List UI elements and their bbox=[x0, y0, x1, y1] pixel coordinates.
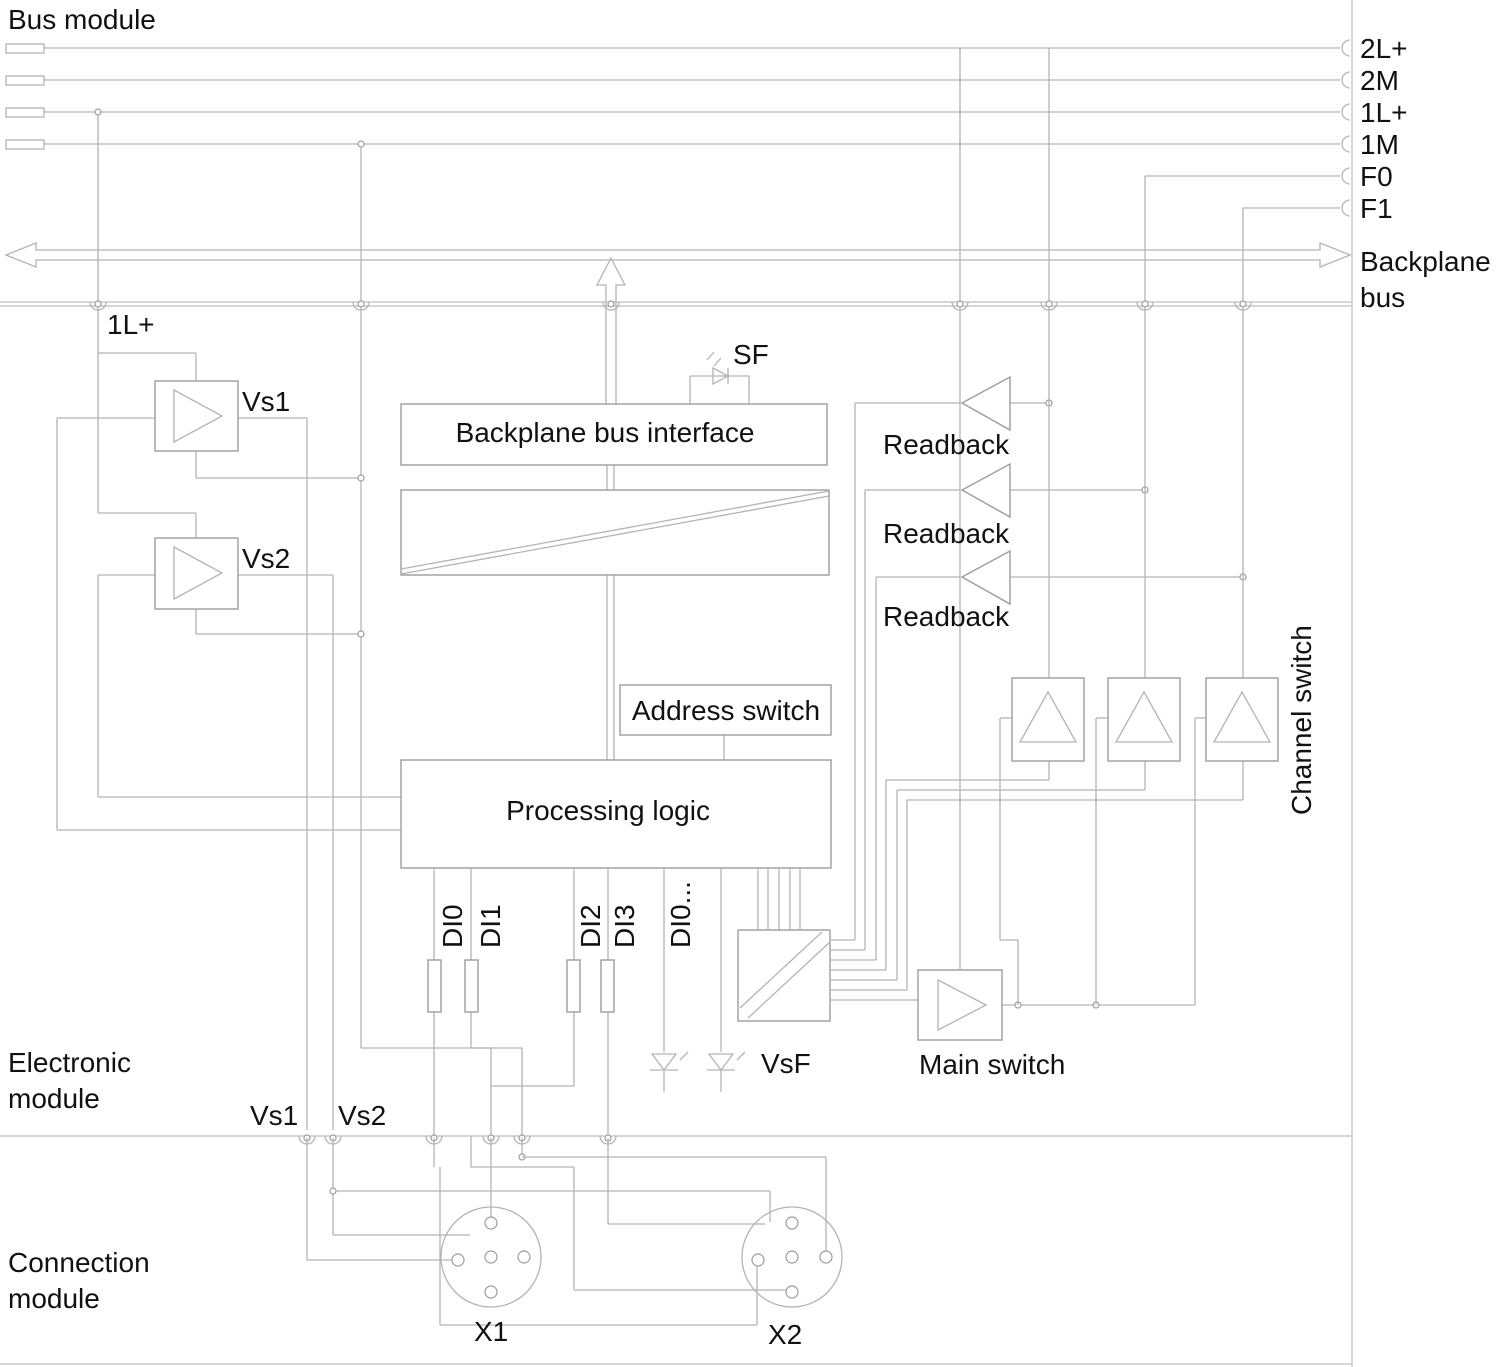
backplane-bus-label-2: bus bbox=[1360, 282, 1406, 313]
address-switch-label: Address switch bbox=[631, 695, 821, 726]
vs2-label: Vs2 bbox=[242, 543, 291, 574]
input-label-di2: DI2 bbox=[575, 904, 606, 948]
sf-label: SF bbox=[733, 339, 769, 370]
channel-switch-blocks bbox=[1012, 678, 1278, 761]
vsf-label: VsF bbox=[761, 1048, 811, 1079]
backplane-bus-label: Backplane bbox=[1360, 246, 1491, 277]
processing-logic-label: Processing logic bbox=[506, 795, 710, 826]
input-label-di3: DI3 bbox=[609, 904, 640, 948]
sf-led-icon bbox=[707, 352, 728, 384]
region-label-bus-module: Bus module bbox=[8, 4, 156, 35]
readback-amplifiers bbox=[962, 377, 1010, 604]
input-resistors bbox=[428, 960, 614, 1012]
readback-label-2: Readback bbox=[883, 518, 1010, 549]
backplane-bus-arrow bbox=[6, 243, 1350, 302]
connection-wiring bbox=[307, 1136, 826, 1325]
terminal-2m: 2M bbox=[1360, 65, 1399, 96]
terminal-1m: 1M bbox=[1360, 129, 1399, 160]
input-label-di1: DI1 bbox=[475, 904, 506, 948]
bus-rails bbox=[6, 40, 1350, 302]
vsf-led-icons bbox=[650, 1052, 745, 1092]
connection-label-vs1: Vs1 bbox=[250, 1100, 299, 1131]
x1-connector-icon bbox=[441, 1207, 541, 1307]
terminal-f1: F1 bbox=[1360, 193, 1393, 224]
x2-connector-icon bbox=[742, 1207, 842, 1307]
input-label-di0-more: DI0... bbox=[665, 881, 696, 948]
terminal-1lplus: 1L+ bbox=[1360, 97, 1408, 128]
main-switch-label: Main switch bbox=[919, 1049, 1066, 1080]
vs1-label: Vs1 bbox=[242, 386, 291, 417]
isolation-barrier bbox=[401, 490, 829, 575]
vs2-amplifier bbox=[155, 538, 238, 609]
input-label-di0: DI0 bbox=[437, 904, 468, 948]
connection-label-vs2: Vs2 bbox=[338, 1100, 387, 1131]
output-isolator bbox=[738, 930, 830, 1021]
backplane-interface-label: Backplane bus interface bbox=[455, 417, 755, 448]
region-label-connection-2: module bbox=[8, 1283, 100, 1314]
connector-label-x2: X2 bbox=[768, 1319, 803, 1350]
readback-label-3: Readback bbox=[883, 601, 1010, 632]
terminal-f0: F0 bbox=[1360, 161, 1393, 192]
readback-label-1: Readback bbox=[883, 429, 1010, 460]
terminal-2lplus: 2L+ bbox=[1360, 33, 1408, 64]
main-switch-amplifier bbox=[918, 970, 1002, 1040]
region-label-electronic: Electronic bbox=[8, 1047, 131, 1078]
channel-switch-label: Channel switch bbox=[1286, 625, 1317, 815]
connector-label-x1: X1 bbox=[474, 1316, 509, 1347]
vs1-amplifier bbox=[155, 381, 238, 451]
supply-label-1lplus: 1L+ bbox=[107, 309, 155, 340]
region-label-connection: Connection bbox=[8, 1247, 150, 1278]
region-label-electronic-2: module bbox=[8, 1083, 100, 1114]
